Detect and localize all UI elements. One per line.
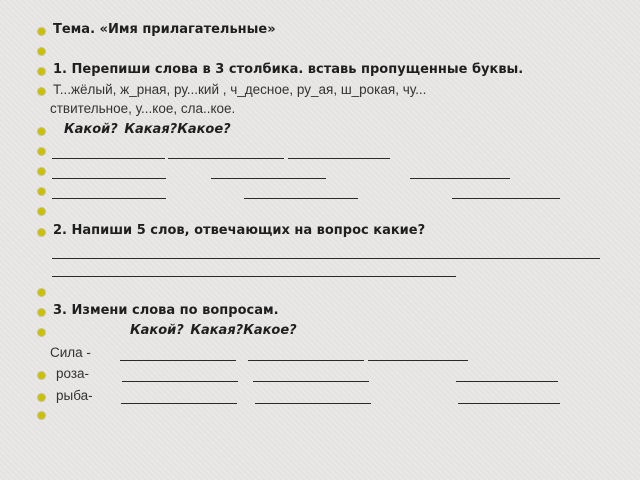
- blank-line[interactable]: [168, 158, 284, 159]
- blank-line[interactable]: [458, 403, 560, 404]
- blank-line[interactable]: [368, 360, 468, 361]
- blank-line[interactable]: [52, 276, 456, 277]
- task2-heading: 2. Напиши 5 слов, отвечающих на вопрос какие?: [53, 223, 426, 238]
- blank-line[interactable]: [52, 158, 165, 159]
- blank-line[interactable]: [122, 381, 238, 382]
- bullet: [38, 128, 45, 135]
- bullet: [38, 309, 45, 316]
- blank-line[interactable]: [452, 198, 560, 199]
- blank-line[interactable]: [248, 360, 364, 361]
- page-title: Тема. «Имя прилагательные»: [53, 22, 276, 37]
- blank-line[interactable]: [121, 403, 237, 404]
- bullet: [38, 88, 45, 95]
- blank-line[interactable]: [255, 403, 371, 404]
- bullet: [38, 289, 45, 296]
- task3-columns: Какой? Какая?Какое?: [130, 323, 297, 338]
- blank-line[interactable]: [288, 158, 390, 159]
- blank-line[interactable]: [52, 198, 166, 199]
- bullet: [38, 188, 45, 195]
- blank-line[interactable]: [120, 360, 236, 361]
- blank-line[interactable]: [456, 381, 558, 382]
- bullet: [38, 48, 45, 55]
- bullet: [38, 329, 45, 336]
- bullet: [38, 229, 45, 236]
- task1-heading: 1. Перепиши слова в 3 столбика. вставь пропущенные буквы.: [53, 62, 524, 77]
- task3-heading: 3. Измени слова по вопросам.: [53, 303, 279, 318]
- bullet: [38, 148, 45, 155]
- bullet: [38, 208, 45, 215]
- task1-words-line1: Т...жёлый, ж_рная, ру...кий , ч_десное, ру_ая, ш_рокая, чу...: [53, 82, 427, 97]
- blank-line[interactable]: [410, 178, 510, 179]
- task3-word-ryba: рыба-: [56, 388, 93, 403]
- bullet: [38, 168, 45, 175]
- blank-line[interactable]: [211, 178, 326, 179]
- bullet: [38, 394, 45, 401]
- blank-line[interactable]: [52, 258, 600, 259]
- task3-word-sila: Сила -: [50, 345, 91, 360]
- task3-word-roza: роза-: [56, 366, 90, 381]
- blank-line[interactable]: [244, 198, 358, 199]
- bullet: [38, 372, 45, 379]
- blank-line[interactable]: [253, 381, 369, 382]
- bullet: [38, 28, 45, 35]
- task1-words-line2: ствительное, у...кое, сла..кое.: [50, 101, 236, 116]
- bullet: [38, 68, 45, 75]
- blank-line[interactable]: [52, 178, 166, 179]
- bullet: [38, 412, 45, 419]
- task1-columns: Какой? Какая?Какое?: [64, 122, 231, 137]
